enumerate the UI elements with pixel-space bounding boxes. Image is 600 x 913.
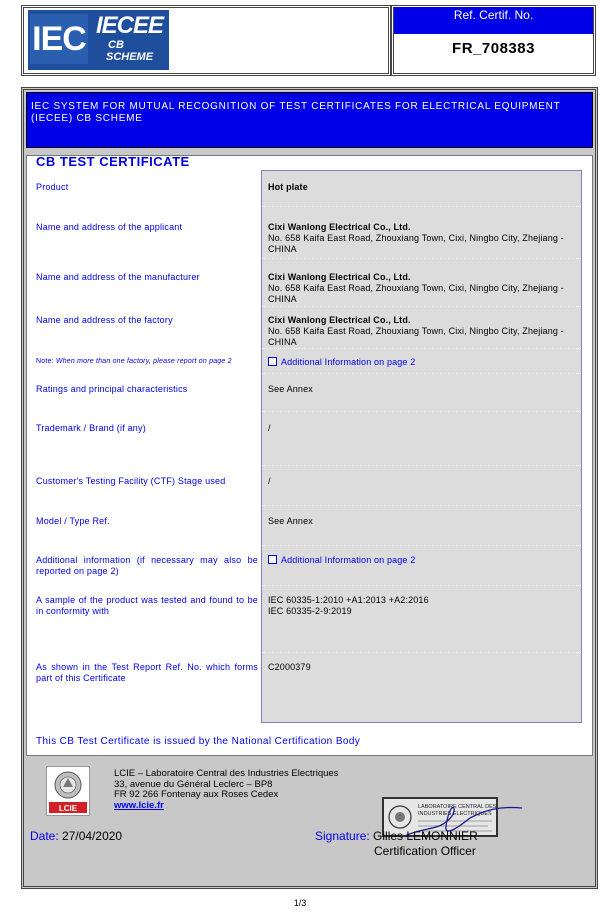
factory-note: Note: When more than one factory, please report on page 2: [36, 358, 232, 365]
ctf-label: Customer's Testing Facility (CTF) Stage used: [36, 476, 226, 486]
signatory-name: Gilles LEMONNIER: [373, 829, 478, 843]
factory-label: Name and address of the factory: [36, 315, 173, 325]
trademark-label: Trademark / Brand (if any): [36, 423, 146, 433]
issued-statement: This CB Test Certificate is issued by the National Certification Body: [36, 736, 361, 747]
test-report-label: As shown in the Test Report Ref. No. which forms part of this Certificate: [36, 662, 258, 683]
row-divider: [262, 258, 581, 259]
cb-logo-text: CB: [108, 39, 124, 51]
row-divider: [262, 411, 581, 412]
lcie-city: FR 92 266 Fontenay aux Roses Cedex: [114, 789, 279, 800]
ctf-value: /: [268, 476, 271, 486]
svg-text:INDUSTRIES ELECTRIQUES: INDUSTRIES ELECTRIQUES: [418, 811, 492, 817]
applicant-address: No. 658 Kaifa East Road, Zhouxiang Town, Cixi, Ningbo City, Zhejiang - CHINA: [268, 233, 564, 254]
row-divider: [262, 585, 581, 586]
row-divider: [262, 545, 581, 546]
factory-address: No. 658 Kaifa East Road, Zhouxiang Town, Cixi, Ningbo City, Zhejiang - CHINA: [268, 326, 564, 347]
ref-certif-number: FR_708383: [452, 40, 535, 57]
lcie-address: [114, 769, 338, 811]
row-divider: [262, 652, 581, 653]
factory-value: [268, 315, 578, 348]
manufacturer-value: [268, 272, 578, 305]
model-value: See Annex: [268, 516, 313, 526]
row-divider: [262, 465, 581, 466]
manufacturer-name: Cixi Wanlong Electrical Co., Ltd.: [268, 272, 411, 282]
applicant-name: Cixi Wanlong Electrical Co., Ltd.: [268, 222, 411, 232]
ratings-label: Ratings and principal characteristics: [36, 384, 188, 394]
manufacturer-label: Name and address of the manufacturer: [36, 272, 200, 282]
trademark-value: /: [268, 423, 271, 433]
factory-name: Cixi Wanlong Electrical Co., Ltd.: [268, 315, 411, 325]
scheme-logo-text: SCHEME: [106, 51, 154, 63]
signature-label: Signature:: [315, 829, 370, 843]
ref-certif-label: Ref. Certif. No.: [394, 7, 593, 34]
manufacturer-address: No. 658 Kaifa East Road, Zhouxiang Town, Cixi, Ningbo City, Zhejiang - CHINA: [268, 283, 564, 304]
lcie-street: 33, avenue du Général Leclerc – BP8: [114, 778, 273, 790]
model-label: Model / Type Ref.: [36, 516, 110, 526]
applicant-label: Name and address of the applicant: [36, 222, 183, 232]
factory-additional-info: Additional Information on page 2: [268, 357, 578, 368]
additional-info-checkbox[interactable]: [268, 555, 277, 564]
row-divider: [262, 373, 581, 374]
conformity-label: A sample of the product was tested and found to be in conformity with: [36, 595, 258, 616]
lcie-emblem-icon: [47, 767, 89, 815]
lcie-logo: [46, 766, 90, 816]
additional-info-label: Additional information (if necessary may also be reported on page 2): [36, 555, 258, 576]
row-divider: [262, 348, 581, 349]
row-divider: [262, 505, 581, 506]
product-value: Hot plate: [268, 182, 308, 192]
row-divider: [262, 206, 581, 207]
iecee-logo-text: IECEE: [96, 12, 164, 39]
scheme-banner: IEC SYSTEM FOR MUTUAL RECOGNITION OF TEST CERTIFICATES FOR ELECTRICAL EQUIPMENT (IECEE) CB SCHEME: [26, 92, 593, 148]
test-report-number: C2000379: [268, 662, 311, 672]
svg-text:LABORATOIRE CENTRAL DES: LABORATOIRE CENTRAL DES: [418, 804, 496, 810]
date-label: Date:: [30, 829, 59, 843]
iec-logo-text: IEC: [30, 14, 88, 64]
signatory-title: Certification Officer: [374, 844, 476, 858]
svg-text:LCIE: LCIE: [58, 804, 78, 813]
lcie-name: LCIE – Laboratoire Central des Industries Electriques: [114, 768, 339, 779]
additional-info-value: Additional Information on page 2: [268, 555, 578, 566]
additional-info-checkbox[interactable]: [268, 357, 277, 366]
standard-2: IEC 60335-2-9:2019: [268, 606, 352, 616]
applicant-value: [268, 222, 578, 255]
certificate-title: CB TEST CERTIFICATE: [36, 154, 190, 169]
issue-date: [30, 829, 122, 843]
date-value: 27/04/2020: [62, 829, 123, 843]
row-divider: [262, 306, 581, 307]
product-label: Product: [36, 182, 69, 192]
standard-1: IEC 60335-1:2010 +A1:2013 +A2:2016: [268, 595, 429, 605]
conformity-value: [268, 595, 578, 617]
lcie-website-link[interactable]: www.lcie.fr: [114, 799, 164, 811]
signature: [315, 829, 478, 843]
ratings-value: See Annex: [268, 384, 313, 394]
page-number: 1/3: [293, 898, 307, 908]
